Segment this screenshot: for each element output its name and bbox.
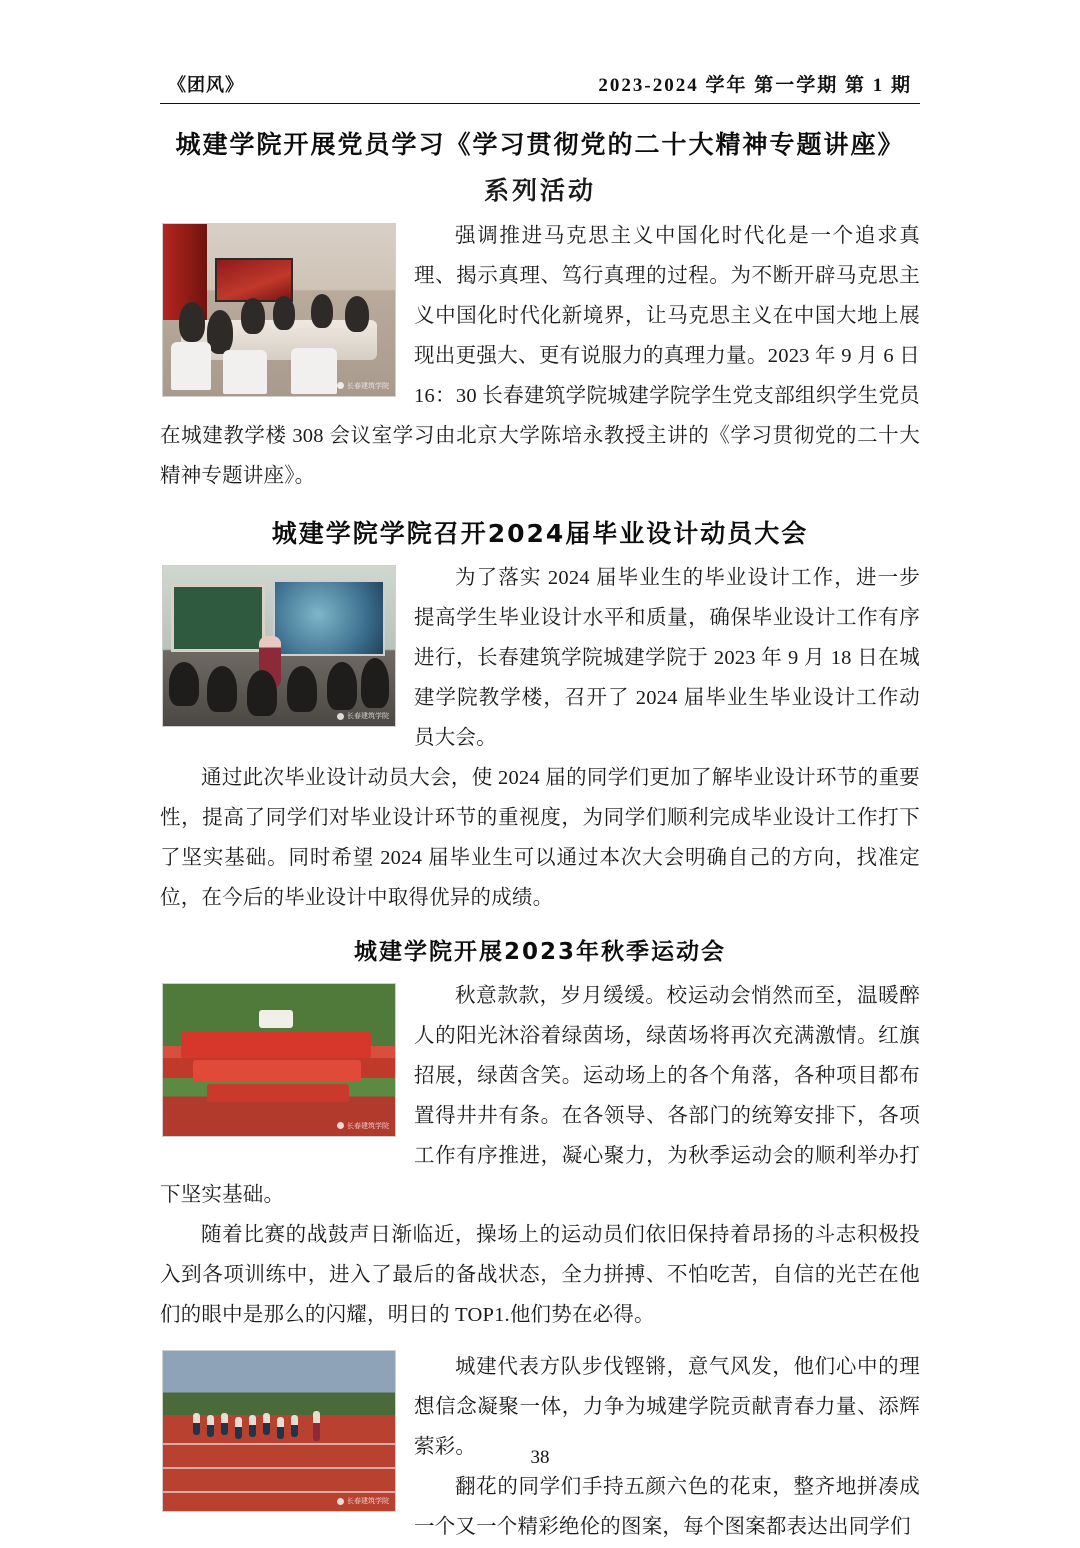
paragraph: 城建代表方队步伐铿锵，意气风发，他们心中的理想信念凝聚一体，力争为城建学院贡献青春力量、添辉萦彩。: [414, 1356, 920, 1459]
watermark-text: 长春建筑学院: [347, 1121, 389, 1130]
paragraph: 翻花的同学们手持五颜六色的花束，整齐地拼凑成一个又一个精彩绝伦的图案，每个图案都表达出同学们: [414, 1476, 920, 1539]
watermark-text: 长春建筑学院: [347, 381, 389, 390]
photo-lane-line: [163, 1443, 395, 1445]
issue-info: 2023-2024 学年 第一学期 第 1 期: [598, 75, 912, 96]
photo-foreground: [291, 348, 337, 394]
photo-crowd: [181, 1032, 371, 1058]
photo-leader: [313, 1411, 320, 1441]
article-3-photo-2: [162, 1350, 396, 1512]
photo-foreground: [171, 342, 211, 390]
paragraph: 随着比赛的战鼓声日渐临近，操场上的运动员们依旧保持着昂扬的斗志积极投入到各项训练中，进入了最后的备战状态，全力拼搏、不怕吃苦，自信的光芒在他们的眼中是那么的闪耀，明日的 TOP1.他们势在必得。: [160, 1224, 920, 1327]
photo-watermark: [337, 711, 389, 721]
photo-crowd: [207, 1084, 349, 1102]
photo-crowd: [193, 1060, 361, 1082]
photo-person: [179, 302, 205, 342]
article-3: [160, 935, 920, 1336]
photo-student: [169, 662, 199, 706]
paragraph: 强调推进马克思主义中国化时代化是一个追求真理、揭示真理、笃行真理的过程。为不断开辟马克思主义中国化时代化新境界，让马克思主义在中国大地上展现出更强大、更有说服力的真理力量。2023 年 9 月 6 日 16：30 长春建筑学院城建学院学生党支部组织学生党员在城建教学楼 308 会议室学习由北京大学陈培永教授主讲的《学习贯彻党的二十大精神专题讲座》。: [160, 224, 920, 487]
photo-watermark: [337, 1496, 389, 1506]
watermark-text: 长春建筑学院: [347, 712, 389, 721]
article-3-body-2: [160, 1216, 920, 1336]
photo-marcher: [221, 1413, 228, 1435]
photo-banner: [259, 1010, 293, 1028]
photo-foreground: [223, 350, 267, 394]
photo-marcher: [193, 1413, 200, 1435]
article-3-title: 城建学院开展2023年秋季运动会: [353, 939, 726, 965]
photo-marcher: [291, 1415, 298, 1437]
watermark-text: 长春建筑学院: [347, 1497, 389, 1506]
photo-student: [247, 670, 277, 716]
header-divider: [160, 103, 920, 104]
article-2-title: 城建学院学院召开2024届毕业设计动员大会: [271, 518, 809, 548]
photo-watermark: [337, 1121, 389, 1131]
article-1: [160, 126, 920, 497]
paragraph: 秋意款款，岁月缓缓。校运动会悄然而至，温暖醉人的阳光沐浴着绿茵场，绿茵场将再次充满激情。红旗招展，绿茵含笑。运动场上的各个角落，各种项目都布置得井井有条。在各领导、各部门的统筹安排下，各项工作有序推进，凝心聚力，为秋季运动会的顺利举办打下坚实基础。: [160, 984, 920, 1207]
running-head: [160, 70, 920, 97]
article-1-title: 城建学院开展党员学习《学习贯彻党的二十大精神专题讲座》: [175, 130, 905, 159]
photo-marcher: [235, 1417, 242, 1439]
photo-person: [273, 296, 295, 330]
watermark-logo-icon: [337, 1498, 344, 1505]
watermark-logo-icon: [337, 382, 344, 389]
photo-person: [311, 294, 333, 328]
photo-marcher: [263, 1413, 270, 1435]
photo-marcher: [249, 1415, 256, 1437]
paragraph: 为了落实 2024 届毕业生的毕业设计工作，进一步提高学生毕业设计水平和质量，确保毕业设计工作有序进行，长春建筑学院城建学院于 2023 年 9 月 18 日在城建学院教学楼，召开了 2024 届毕业生毕业设计工作动员大会。: [414, 567, 920, 750]
publication-name: 《团风》: [168, 75, 244, 96]
watermark-logo-icon: [337, 713, 344, 720]
photo-person: [241, 298, 265, 334]
photo-blackboard: [171, 584, 265, 652]
photo-lane-line: [163, 1491, 395, 1493]
photo-student: [287, 666, 317, 712]
photo-projection: [273, 580, 385, 656]
article-2-photo: [162, 565, 396, 727]
photo-person: [345, 296, 369, 332]
photo-watermark: [337, 381, 389, 391]
photo-marcher: [207, 1415, 214, 1437]
watermark-logo-icon: [337, 1122, 344, 1129]
photo-screen: [215, 258, 293, 302]
article-3-photo-1: [162, 983, 396, 1137]
paragraph: 通过此次毕业设计动员大会，使 2024 届的同学们更加了解毕业设计环节的重要性，提高了同学们对毕业设计环节的重视度，为同学们顺利完成毕业设计工作打下了坚实基础。同时希望 2024 届毕业生可以通过本次大会明确自己的方向，找准定位，在今后的毕业设计中取得优异的成绩。: [160, 767, 920, 910]
article-1-subtitle: 系列活动: [483, 175, 596, 205]
photo-student: [327, 662, 357, 710]
page-number: 38: [530, 1447, 550, 1468]
article-2: [160, 515, 920, 919]
article-1-photo: [162, 223, 396, 397]
photo-student: [361, 658, 389, 708]
photo-marcher: [277, 1417, 284, 1439]
photo-student: [207, 666, 237, 712]
